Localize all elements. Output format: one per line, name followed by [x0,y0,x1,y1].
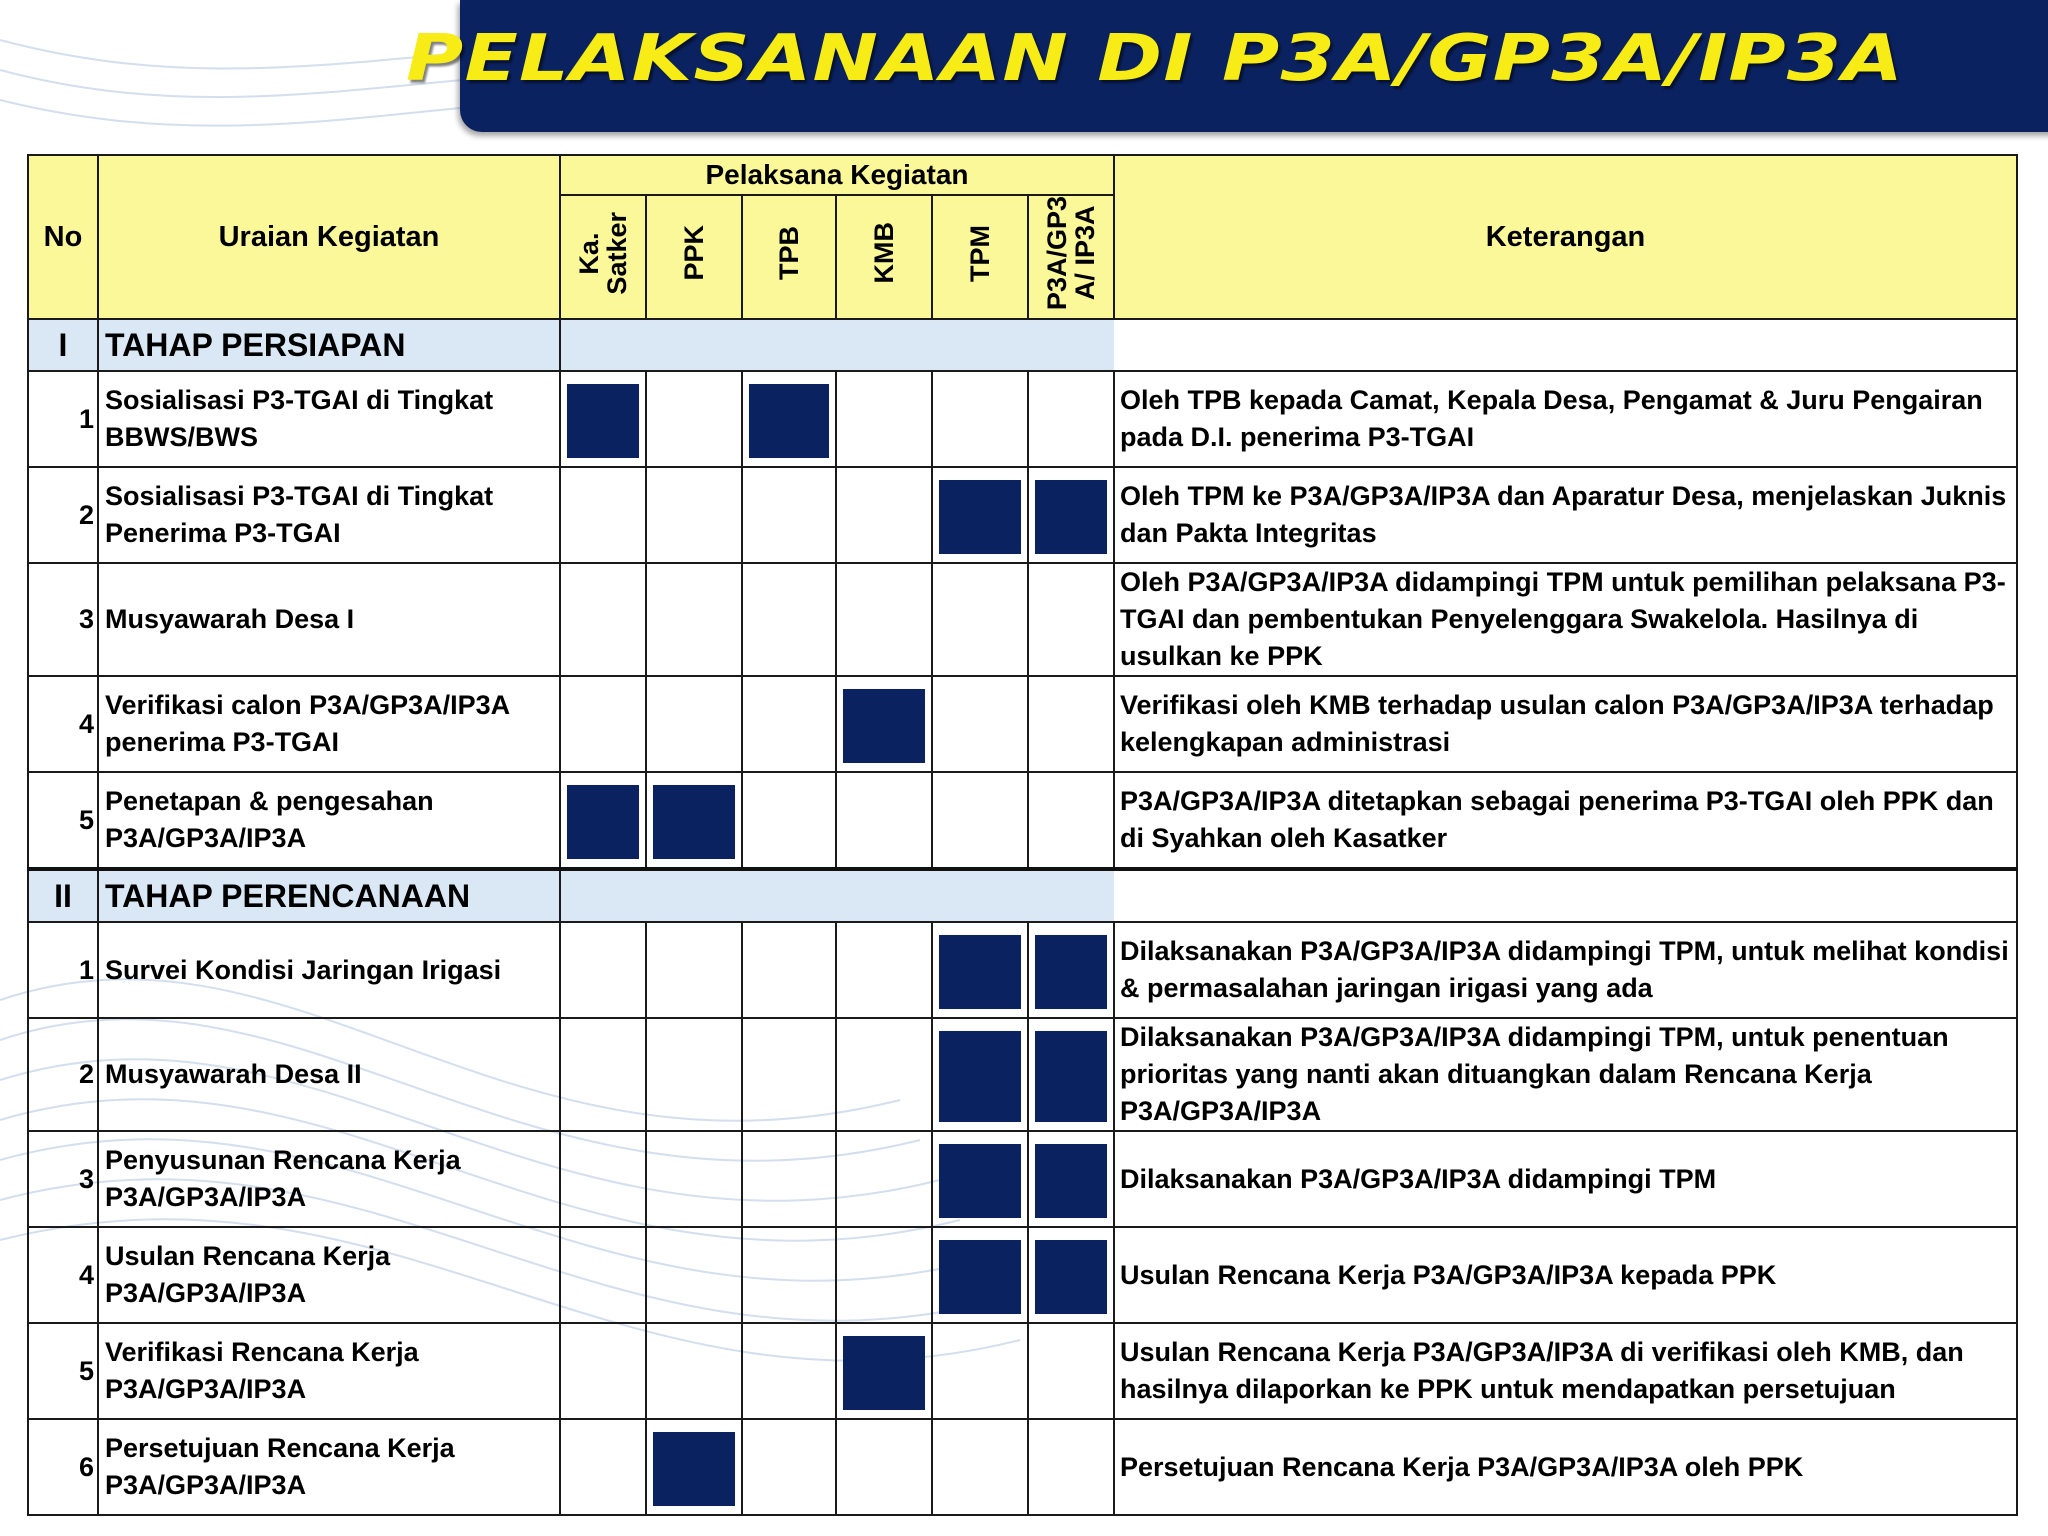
role-cell [1028,1323,1114,1419]
role-cell [646,1131,742,1227]
role-cell [932,772,1028,869]
activity-description: Verifikasi calon P3A/GP3A/IP3A penerima P3-TGAI [98,676,560,772]
role-assigned-mark [1035,1031,1107,1122]
activity-note: Dilaksanakan P3A/GP3A/IP3A didampingi TPM, untuk penentuan prioritas yang nanti akan dituangkan dalam Rencana Kerja P3A/GP3A/IP3A [1114,1018,2017,1131]
role-cell [932,1131,1028,1227]
role-cell [560,1419,646,1515]
row-number: 5 [28,772,98,869]
section-spacer-cell [1114,869,2017,922]
role-cell [646,563,742,676]
section-spacer-cell [1114,319,2017,371]
section-title: TAHAP PERENCANAAN [98,869,560,922]
role-cell [646,371,742,467]
activity-note: Oleh P3A/GP3A/IP3A didampingi TPM untuk pemilihan pelaksana P3-TGAI dan pembentukan Penyelenggara Swakelola. Hasilnya di usulkan ke PPK [1114,563,2017,676]
role-cell [932,676,1028,772]
role-assigned-mark [749,384,829,458]
header-role-kmb: KMB [869,222,899,284]
section-spacer-cell [560,869,646,922]
title-banner [406,0,2048,132]
role-cell [560,1018,646,1131]
role-cell [836,1227,932,1323]
section-spacer-cell [646,869,742,922]
role-cell [742,1227,836,1323]
role-assigned-mark [1035,480,1107,554]
activity-description: Penetapan & pengesahan P3A/GP3A/IP3A [98,772,560,869]
role-cell [932,1227,1028,1323]
role-cell [1028,1018,1114,1131]
activity-note: Persetujuan Rencana Kerja P3A/GP3A/IP3A oleh PPK [1114,1419,2017,1515]
role-assigned-mark [939,480,1021,554]
activity-note: Verifikasi oleh KMB terhadap usulan calon P3A/GP3A/IP3A terhadap kelengkapan administrasi [1114,676,2017,772]
role-cell [560,922,646,1018]
header-role-ka-satker: Ka. Satker [574,211,632,295]
table-row [28,371,2017,467]
role-cell [742,563,836,676]
header-no: No [28,155,98,319]
role-cell [560,1131,646,1227]
role-cell [742,1131,836,1227]
role-cell [836,1323,932,1419]
role-cell [646,676,742,772]
role-cell [836,467,932,563]
role-cell [560,563,646,676]
section-spacer-cell [836,319,932,371]
section-spacer-cell [1028,319,1114,371]
activity-description: Musyawarah Desa II [98,1018,560,1131]
section-spacer-cell [560,319,646,371]
role-cell [1028,772,1114,869]
role-cell [560,371,646,467]
role-cell [1028,1131,1114,1227]
role-cell [932,467,1028,563]
role-cell [836,676,932,772]
header-uraian: Uraian Kegiatan [98,155,560,319]
header-role-tpb: TPB [774,226,804,281]
header-pelaksana: Pelaksana Kegiatan [560,155,1114,195]
role-cell [560,1323,646,1419]
role-cell [742,772,836,869]
section-spacer-cell [932,869,1028,922]
activity-note: Usulan Rencana Kerja P3A/GP3A/IP3A di verifikasi oleh KMB, dan hasilnya dilaporkan ke PPK untuk mendapatkan persetujuan [1114,1323,2017,1419]
role-cell [646,772,742,869]
table-row [28,467,2017,563]
role-cell [742,467,836,563]
role-cell [560,676,646,772]
role-cell [1028,467,1114,563]
role-cell [646,467,742,563]
role-cell [932,1018,1028,1131]
role-cell [560,1227,646,1323]
role-cell [646,922,742,1018]
role-cell [932,371,1028,467]
role-cell [560,467,646,563]
role-cell [836,1419,932,1515]
row-number: 3 [28,1131,98,1227]
row-number: 2 [28,467,98,563]
section-header-row [28,319,2017,371]
role-assigned-mark [1035,1240,1107,1314]
row-number: 3 [28,563,98,676]
activity-note: Dilaksanakan P3A/GP3A/IP3A didampingi TPM, untuk melihat kondisi & permasalahan jaringan irigasi yang ada [1114,922,2017,1018]
header-role-ppk: PPK [679,225,709,281]
role-cell [932,1323,1028,1419]
table-row [28,676,2017,772]
row-number: 6 [28,1419,98,1515]
role-assigned-mark [567,785,639,859]
table-row [28,1131,2017,1227]
activity-note: Oleh TPM ke P3A/GP3A/IP3A dan Aparatur Desa, menjelaskan Juknis dan Pakta Integritas [1114,467,2017,563]
role-cell [836,1018,932,1131]
activity-description: Sosialisasi P3-TGAI di Tingkat Penerima P3-TGAI [98,467,560,563]
table-row [28,1419,2017,1515]
role-assigned-mark [653,1432,735,1506]
section-header-row [28,869,2017,922]
role-cell [742,1018,836,1131]
role-assigned-mark [939,1031,1021,1122]
row-number: 1 [28,922,98,1018]
role-cell [836,772,932,869]
section-spacer-cell [1028,869,1114,922]
table-row [28,563,2017,676]
role-cell [1028,563,1114,676]
activity-note: Usulan Rencana Kerja P3A/GP3A/IP3A kepada PPK [1114,1227,2017,1323]
table-row [28,1227,2017,1323]
activity-description: Verifikasi Rencana Kerja P3A/GP3A/IP3A [98,1323,560,1419]
section-number: II [28,869,98,922]
activity-description: Survei Kondisi Jaringan Irigasi [98,922,560,1018]
role-assigned-mark [939,935,1021,1009]
role-cell [646,1018,742,1131]
activity-table [27,154,2018,1516]
role-assigned-mark [843,1336,925,1410]
role-cell [932,922,1028,1018]
section-spacer-cell [646,319,742,371]
role-cell [742,1323,836,1419]
role-cell [742,676,836,772]
row-number: 4 [28,676,98,772]
table-row [28,922,2017,1018]
role-assigned-mark [567,384,639,458]
activity-description: Usulan Rencana Kerja P3A/GP3A/IP3A [98,1227,560,1323]
role-cell [646,1227,742,1323]
table-row [28,772,2017,869]
role-cell [1028,922,1114,1018]
activity-note: Dilaksanakan P3A/GP3A/IP3A didampingi TPM [1114,1131,2017,1227]
section-spacer-cell [742,869,836,922]
role-assigned-mark [939,1240,1021,1314]
role-assigned-mark [939,1144,1021,1218]
role-cell [742,1419,836,1515]
table-row [28,1018,2017,1131]
role-cell [836,563,932,676]
section-title: TAHAP PERSIAPAN [98,319,560,371]
role-cell [836,922,932,1018]
role-assigned-mark [843,689,925,763]
section-number: I [28,319,98,371]
role-cell [932,563,1028,676]
role-cell [1028,1419,1114,1515]
row-number: 5 [28,1323,98,1419]
role-cell [1028,676,1114,772]
table-row [28,1323,2017,1419]
role-cell [646,1419,742,1515]
activity-description: Sosialisasi P3-TGAI di Tingkat BBWS/BWS [98,371,560,467]
role-cell [646,1323,742,1419]
header-role-p3a: P3A/GP3 A/ IP3A [1042,196,1100,311]
role-cell [742,922,836,1018]
role-cell [1028,371,1114,467]
header-keterangan: Keterangan [1114,155,2017,319]
row-number: 4 [28,1227,98,1323]
row-number: 1 [28,371,98,467]
role-cell [836,371,932,467]
activity-description: Persetujuan Rencana Kerja P3A/GP3A/IP3A [98,1419,560,1515]
activity-description: Penyusunan Rencana Kerja P3A/GP3A/IP3A [98,1131,560,1227]
role-assigned-mark [1035,935,1107,1009]
role-cell [742,371,836,467]
role-cell [836,1131,932,1227]
role-assigned-mark [653,785,735,859]
section-spacer-cell [742,319,836,371]
row-number: 2 [28,1018,98,1131]
activity-description: Musyawarah Desa I [98,563,560,676]
role-cell [932,1419,1028,1515]
role-cell [560,772,646,869]
role-assigned-mark [1035,1144,1107,1218]
activity-note: P3A/GP3A/IP3A ditetapkan sebagai penerima P3-TGAI oleh PPK dan di Syahkan oleh Kasatker [1114,772,2017,869]
section-spacer-cell [932,319,1028,371]
activity-note: Oleh TPB kepada Camat, Kepala Desa, Pengamat & Juru Pengairan pada D.I. penerima P3-TGAI [1114,371,2017,467]
page-title: PELAKSANAAN DI P3A/GP3A/IP3A [406,22,1904,96]
section-spacer-cell [836,869,932,922]
header-role-tpm: TPM [965,224,995,282]
role-cell [1028,1227,1114,1323]
